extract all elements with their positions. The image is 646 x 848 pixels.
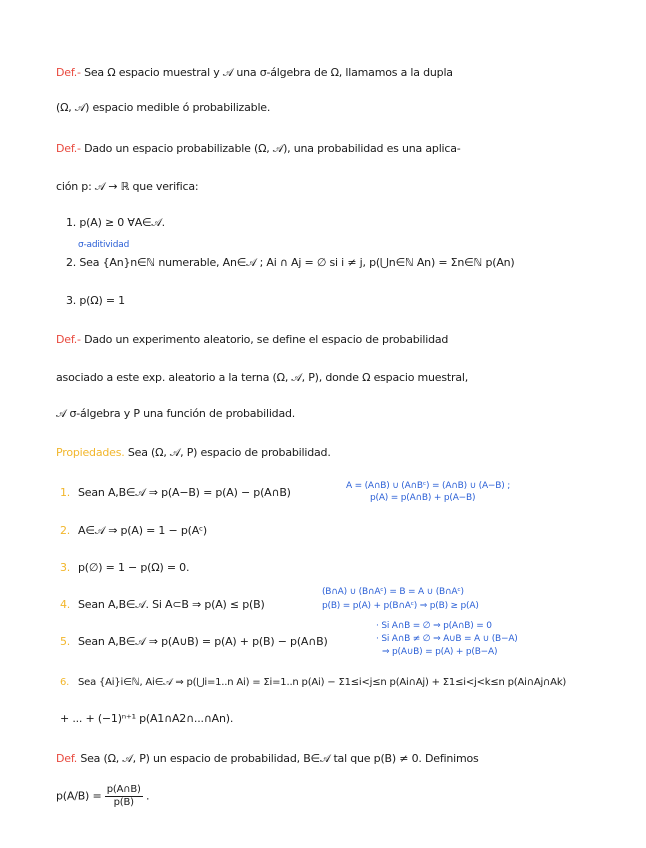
conditional-probability-formula [56, 784, 149, 809]
def1-line1 [56, 66, 453, 80]
formula-lhs: p(A/B) = [56, 789, 102, 803]
fraction-numerator: p(A∩B) [106, 784, 141, 795]
def4-line1 [56, 752, 479, 766]
prop-4: 4. Sean A,B∈𝒜. Si A⊂B ⇒ p(A) ≤ p(B) [60, 598, 265, 611]
def3-line2: asociado a este exp. aleatorio a la terna (Ω, 𝒜, P), donde Ω espacio muestral, [56, 371, 469, 384]
prop4-note-line1: (B∩A) ∪ (B∩Aᶜ) = B = A ∪ (B∩Aᶜ) [322, 587, 464, 597]
def2-item3: 3. p(Ω) = 1 [66, 294, 125, 307]
formula-end: . [146, 789, 150, 803]
def2-item2: 2. Sea {An}n∈ℕ numerable, An∈𝒜 ; Ai ∩ Aj = ∅ si i ≠ j, p(⋃n∈ℕ An) = Σn∈ℕ p(An) [66, 256, 515, 269]
def1-label: Def.- [56, 66, 81, 79]
prop-1: 1. Sean A,B∈𝒜 ⇒ p(A−B) = p(A) − p(A∩B) [60, 486, 291, 499]
def1-text1: Sea Ω espacio muestral y 𝒜 una σ-álgebra de Ω, llamamos a la dupla [84, 66, 453, 79]
prop1-note-line2: p(A) = p(A∩B) + p(A−B) [370, 493, 476, 503]
def3-text1: Dado un experimento aleatorio, se define el espacio de probabilidad [84, 333, 449, 346]
def2-text1: Dado un espacio probabilizable (Ω, 𝒜), una probabilidad es una aplica- [84, 142, 461, 155]
def2-line1 [56, 142, 461, 156]
def4-label: Def. [56, 752, 78, 765]
def2-line2: ción p: 𝒜 → ℝ que verifica: [56, 180, 199, 193]
prop4-note-line2: p(B) = p(A) + p(B∩Aᶜ) ⇒ p(B) ≥ p(A) [322, 601, 479, 611]
def2-item1: 1. p(A) ≥ 0 ∀A∈𝒜. [66, 216, 165, 229]
def1-line2: (Ω, 𝒜) espacio medible ó probabilizable. [56, 101, 271, 114]
def3-line1 [56, 333, 448, 347]
prop-5: 5. Sean A,B∈𝒜 ⇒ p(A∪B) = p(A) + p(B) − p(A∩B) [60, 635, 328, 648]
fraction-denominator: p(B) [113, 797, 134, 808]
prop1-note-line1: A = (A∩B) ∪ (A∩Bᶜ) = (A∩B) ∪ (A−B) ; [346, 481, 511, 491]
prop-3: 3. p(∅) = 1 − p(Ω) = 0. [60, 561, 190, 574]
prop-6-continuation: + ... + (−1)ⁿ⁺¹ p(A1∩A2∩...∩An). [60, 712, 234, 725]
props-label: Propiedades. [56, 446, 125, 459]
prop5-note-line1: · Si A∩B = ∅ ⇒ p(A∩B) = 0 [376, 621, 492, 631]
props-intro: Sea (Ω, 𝒜, P) espacio de probabilidad. [127, 446, 331, 459]
def2-label: Def.- [56, 142, 81, 155]
def3-label: Def.- [56, 333, 81, 346]
props-heading [56, 446, 331, 460]
prop5-note-line2: · Si A∩B ≠ ∅ ⇒ A∪B = A ∪ (B−A) [376, 634, 518, 644]
def3-line3: 𝒜 σ-álgebra y P una función de probabilidad. [56, 407, 296, 420]
prop-6: 6. Sea {Ai}i∈ℕ, Ai∈𝒜 ⇒ p(⋃i=1..n Ai) = Σi=1..n p(Ai) − Σ1≤i<j≤n p(Ai∩Aj) + Σ1≤i<j<k≤n p(Ai∩Aj∩Ak) [60, 677, 567, 688]
prop-2: 2. A∈𝒜 ⇒ p(A) = 1 − p(Aᶜ) [60, 524, 207, 537]
sigma-additivity-annotation: σ-aditividad [78, 240, 130, 250]
def4-text1: Sea (Ω, 𝒜, P) un espacio de probabilidad, B∈𝒜 tal que p(B) ≠ 0. Definimos [80, 752, 479, 765]
formula-fraction [105, 784, 143, 809]
prop5-note-line3: ⇒ p(A∪B) = p(A) + p(B−A) [382, 647, 498, 657]
